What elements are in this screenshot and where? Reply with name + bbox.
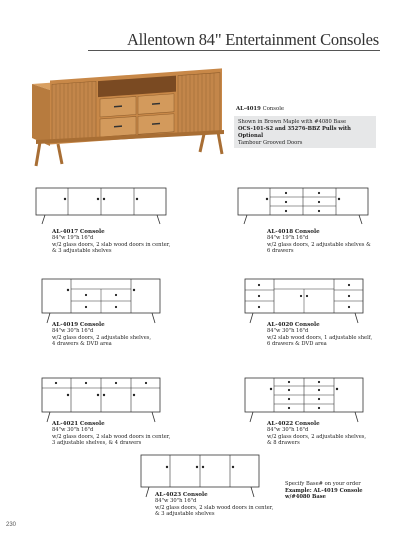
console-drawing-al-4020: [244, 278, 364, 324]
console-label-al-4017: AL-4017 Console 84"w 19"h 16"d w/2 glass doors, 2 slab wood doors in center, & 3 adjustable shelves: [52, 229, 171, 255]
console-drawing-al-4017: [35, 187, 167, 225]
console-label-al-4020: AL-4020 Console 84"w 30"h 16"d w/2 slab wood doors, 1 adjustable shelf, 6 drawers & DVD area: [267, 322, 373, 348]
hero-code: AL-4019 Console: [236, 106, 285, 112]
console-drawing-al-4019: [41, 278, 161, 324]
console-drawing-al-4018: [237, 187, 369, 225]
hero-console-image: [28, 68, 228, 172]
page-title: Allentown 84" Entertainment Consoles: [126, 30, 379, 49]
console-drawing-al-4021: [41, 377, 161, 423]
console-label-al-4018: AL-4018 Console 84"w 19"h 16"d w/2 glass doors, 2 adjustable shelves & 6 drawers: [267, 229, 371, 255]
console-label-al-4023: AL-4023 Console 84"w 30"h 16"d w/2 glass doors, 2 slab wood doors in center, & 3 adjustable shelves: [155, 492, 274, 518]
page-number: 230: [6, 522, 17, 528]
console-label-al-4019: AL-4019 Console 84"w 30"h 16"d w/2 glass doors, 2 adjustable shelves, 4 drawers & DVD area: [52, 322, 152, 348]
title-rule: [88, 50, 380, 51]
hero-caption: Shown in Brown Maple with #4080 Base OCS-101-S2 and 35276-BBZ Pulls with Optional Tambour Grooved Doors: [238, 119, 351, 146]
console-label-al-4021: AL-4021 Console 84"w 30"h 16"d w/2 glass doors, 2 slab wood doors in center, 3 adjustable shelves, & 4 drawers: [52, 421, 171, 447]
console-drawing-al-4022: [244, 377, 364, 423]
console-label-al-4022: AL-4022 Console 84"w 30"h 16"d w/2 glass doors, 2 adjustable shelves, & 8 drawers: [267, 421, 367, 447]
base-order-note: Specify Base# on your order Example: AL-4019 Console w/#4080 Base: [285, 481, 363, 501]
